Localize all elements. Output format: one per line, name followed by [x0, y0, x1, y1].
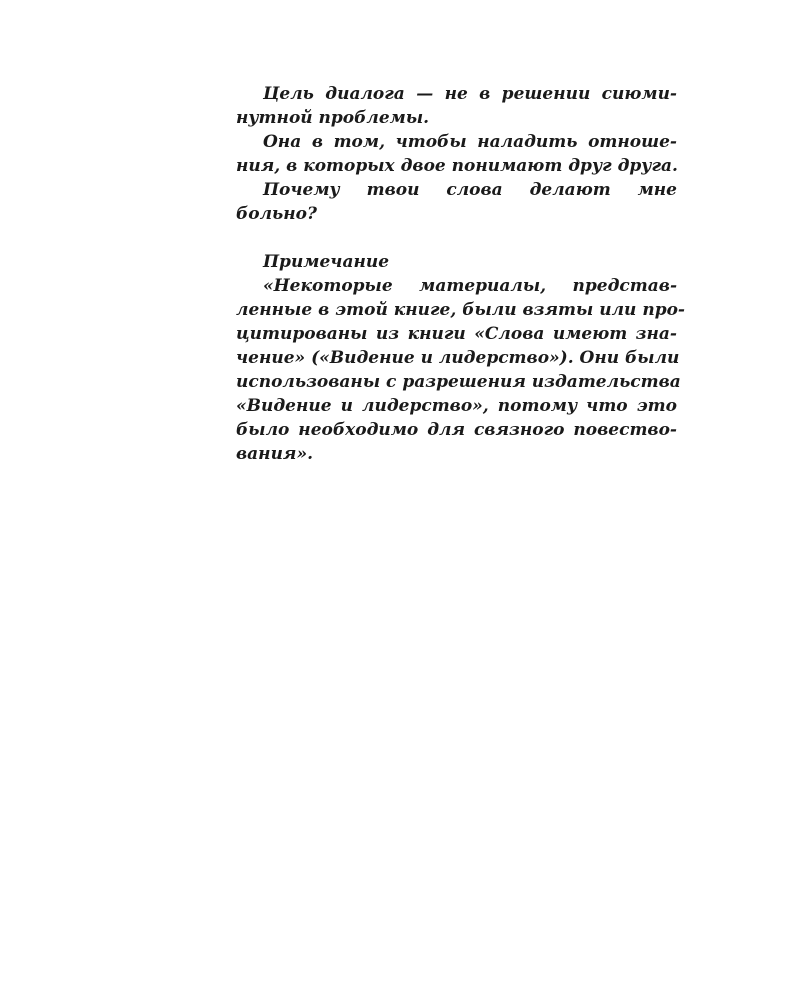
paragraph	[236, 82, 677, 130]
text-line: цитированы из книги «Слова имеют зна-	[236, 324, 677, 344]
note-section	[236, 250, 685, 466]
text-line: ленные в этой книге, были взяты или про-	[236, 300, 685, 320]
text-line: «Видение и лидерство», потому что это	[236, 396, 677, 416]
spacer	[236, 226, 677, 250]
text-line: было необходимо для связного повество-	[236, 420, 677, 440]
paragraph	[236, 178, 677, 226]
text-line: вания».	[236, 444, 314, 464]
page-text	[236, 82, 685, 466]
text-line: нутной проблемы.	[236, 108, 430, 128]
note-heading: Примечание	[263, 252, 390, 272]
text-line: Она в том, чтобы наладить отноше-	[263, 132, 677, 152]
text-line: чение» («Видение и лидерство»). Они были	[236, 348, 680, 368]
text-line: «Некоторые материалы, представ-	[263, 276, 677, 296]
text-line: Почему твои слова делают мне	[263, 180, 677, 200]
text-line: Цель диалога — не в решении сиюми-	[263, 84, 677, 104]
paragraph	[236, 130, 677, 178]
text-line: больно?	[236, 204, 317, 224]
text-line: использованы с разрешения издательства	[236, 372, 681, 392]
text-line: ния, в которых двое понимают друг друга.	[236, 156, 678, 176]
